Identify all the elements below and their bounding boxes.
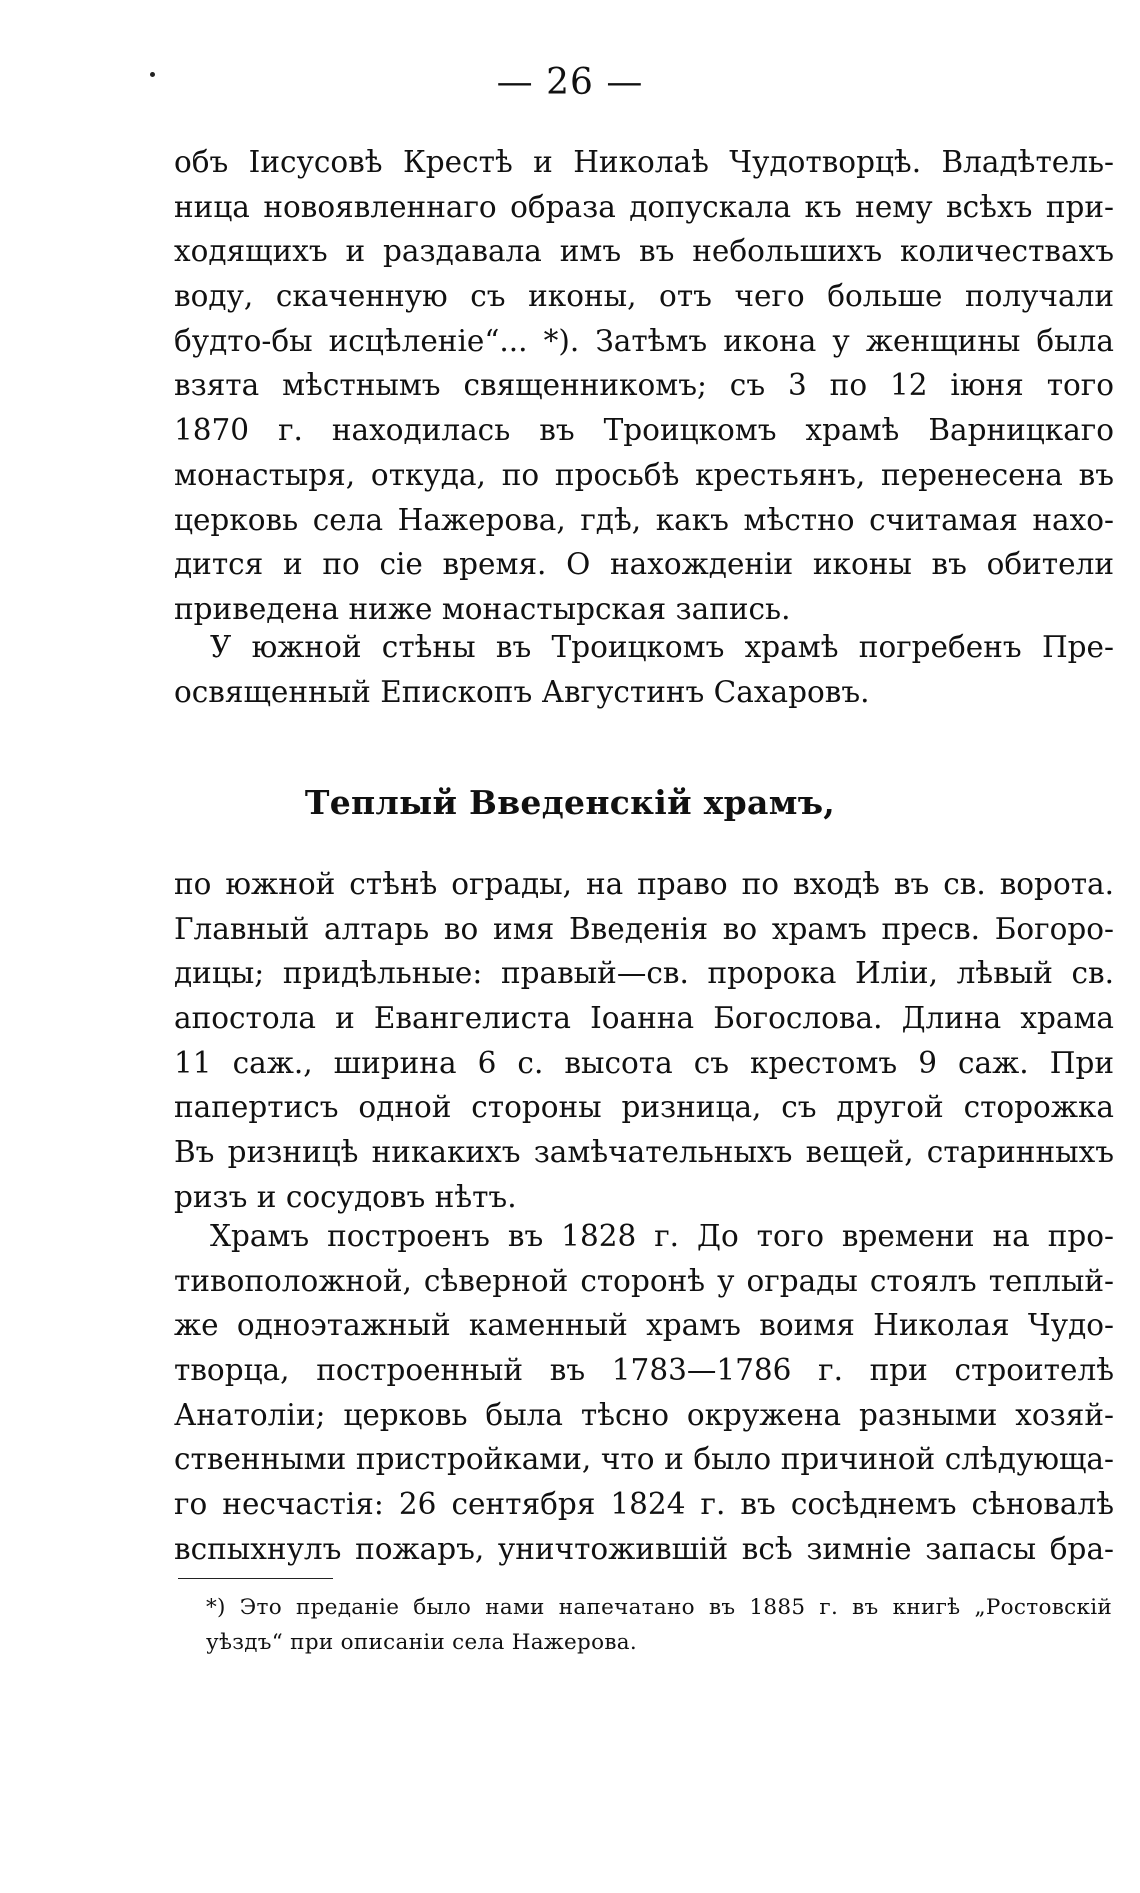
text-line: же одноэтажный каменный храмъ воимя Николая Чудо- (174, 1308, 1114, 1343)
paragraph-church-description (174, 862, 1114, 1220)
section-heading: Теплый Введенскій храмъ, (304, 783, 836, 822)
text-line: апостола и Евангелиста Іоанна Богослова. Длина храма (174, 1001, 1114, 1036)
text-line: приведена ниже монастырская запись. (174, 591, 791, 626)
text-line: дицы; придѣльные: правый—св. пророка Иліи, лѣвый св. (174, 956, 1114, 991)
text-line: дится и по сіе время. О нахожденіи иконы въ обители (174, 547, 1114, 582)
footnote-line: *) Это преданіе было нами напечатано въ 1885 г. въ книгѣ „Ростовскій (206, 1595, 1112, 1620)
paragraph-icon-history (174, 140, 1114, 632)
text-line: ризъ и сосудовъ нѣтъ. (174, 1179, 517, 1214)
text-line: взята мѣстнымъ священникомъ; съ 3 по 12 іюня того (174, 368, 1114, 403)
text-line: освященный Епископъ Августинъ Сахаровъ. (174, 674, 870, 709)
text-line: будто-бы исцѣленіе“... *). Затѣмъ икона у женщины была (174, 323, 1114, 358)
text-line: тивоположной, сѣверной сторонѣ у ограды стоялъ теплый- (174, 1263, 1114, 1298)
footnote-line: уѣздъ“ при описаніи села Нажерова. (206, 1630, 637, 1655)
text-line: ница новоявленнаго образа допускала къ нему всѣхъ при- (174, 189, 1114, 224)
text-line: Въ ризницѣ никакихъ замѣчательныхъ вещей, старинныхъ (174, 1135, 1114, 1170)
text-line: объ Іисусовѣ Крестѣ и Николаѣ Чудотворцѣ. Владѣтель- (174, 145, 1114, 179)
text-line: 1870 г. находилась въ Троицкомъ храмѣ Варницкаго (174, 413, 1114, 448)
text-line: церковь села Нажерова, гдѣ, какъ мѣстно считамая нахо- (174, 502, 1114, 537)
text-line: У южной стѣны въ Троицкомъ храмѣ погребенъ Пре- (210, 630, 1114, 664)
text-line: Анатоліи; церковь была тѣсно окружена разными хозяй- (174, 1397, 1114, 1432)
text-line: вспыхнулъ пожаръ, уничтожившій всѣ зимніе запасы бра- (174, 1531, 1114, 1566)
text-line: папертисъ одной стороны ризница, съ другой сторожка (174, 1090, 1114, 1125)
text-line: монастыря, откуда, по просьбѣ крестьянъ, перенесена въ (174, 457, 1114, 492)
text-line: творца, построенный въ 1783—1786 г. при строителѣ (174, 1353, 1114, 1388)
text-line: Главный алтарь во имя Введенія во храмъ пресв. Богоро- (174, 911, 1114, 946)
paragraph-church-history (174, 1214, 1114, 1572)
text-line: по южной стѣнѣ ограды, на право по входѣ въ св. ворота. (174, 867, 1114, 901)
text-line: воду, скаченную съ иконы, отъ чего больше получали (174, 279, 1114, 314)
text-line: го несчастія: 26 сентября 1824 г. въ сосѣднемъ сѣновалѣ (174, 1487, 1114, 1522)
footnote (206, 1590, 1112, 1660)
paragraph-burial (174, 625, 1114, 714)
text-line: ственными пристройками, что и было причиной слѣдующа- (174, 1442, 1114, 1477)
text-line: ходящихъ и раздавала имъ въ небольшихъ количествахъ (174, 234, 1114, 269)
page-number: — 26 — (496, 62, 644, 103)
footnote-divider (178, 1578, 333, 1579)
text-line: Храмъ построенъ въ 1828 г. До того времени на про- (210, 1219, 1114, 1253)
text-line: 11 саж., ширина 6 с. высота съ крестомъ 9 саж. При (174, 1045, 1114, 1080)
